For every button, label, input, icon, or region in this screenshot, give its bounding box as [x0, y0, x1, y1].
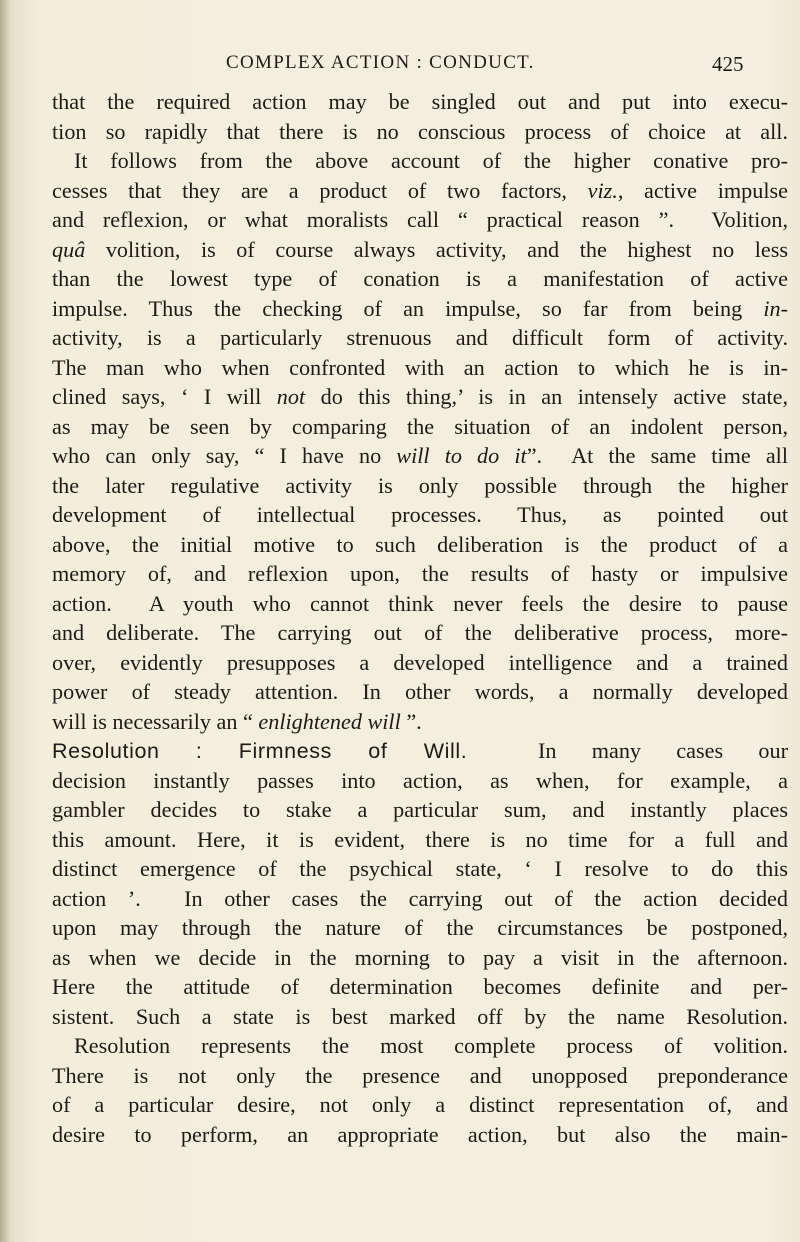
- text-line: upon may through the nature of the circumstances be postponed,: [52, 915, 788, 940]
- text-line: cesses that they are a product of two factors, viz., active impulse: [52, 177, 788, 203]
- running-head: [0, 52, 800, 82]
- italic-text: not: [276, 384, 306, 409]
- text-line: than the lowest type of conation is a manifestation of active: [52, 266, 788, 291]
- text-line: quâ volition, is of course always activity, and the highest no less: [52, 236, 788, 262]
- text-line: action ’. In other cases the carrying out of the action decided: [52, 885, 788, 911]
- text-line: the later regulative activity is only possible through the higher: [52, 472, 788, 498]
- section-heading: Resolution : Firmness of Will.: [52, 739, 468, 763]
- text-line: as may be seen by comparing the situation of an indolent person,: [52, 413, 788, 439]
- text-line: activity, is a particularly strenuous and difficult form of activity.: [52, 325, 788, 350]
- text-line: this amount. Here, it is evident, there is no time for a full and: [52, 826, 788, 852]
- text-line: over, evidently presupposes a developed intelligence and a trained: [52, 649, 788, 675]
- italic-text: viz.: [587, 177, 618, 203]
- text-line: power of steady attention. In other words, a normally developed: [52, 679, 788, 704]
- text-line: distinct emergence of the psychical state, ‘ I resolve to do this: [52, 856, 788, 881]
- text-line: impulse. Thus the checking of an impulse, so far from being in-: [52, 295, 788, 321]
- text-line: and deliberate. The carrying out of the deliberative process, more-: [52, 620, 788, 645]
- text-line: tion so rapidly that there is no conscious process of choice at all.: [52, 118, 788, 144]
- text-line: above, the initial motive to such deliberation is the product of a: [52, 531, 788, 557]
- page-number: 425: [712, 52, 744, 76]
- italic-text: will to do it: [396, 443, 527, 468]
- italic-text: quâ: [52, 236, 86, 262]
- text-line: It follows from the above account of the higher conative pro-: [74, 148, 788, 173]
- text-line: Resolution represents the most complete process of volition.: [74, 1033, 788, 1058]
- text-line: as when we decide in the morning to pay a visit in the afternoon.: [52, 944, 788, 970]
- text-line: There is not only the presence and unopposed preponderance: [52, 1062, 788, 1088]
- text-line: that the required action may be singled out and put into execu-: [52, 89, 788, 114]
- text-line: desire to perform, an appropriate action, but also the main-: [52, 1121, 788, 1147]
- text-line: development of intellectual processes. Thus, as pointed out: [52, 502, 788, 527]
- italic-text: in-: [763, 295, 788, 321]
- text-line: who can only say, “ I have no will to do it”. At the same time all: [52, 443, 788, 468]
- text-line: of a particular desire, not only a distinct representation of, and: [52, 1092, 788, 1117]
- gutter-shadow: [0, 0, 10, 1242]
- text-line: sistent. Such a state is best marked off by the name Resolution.: [52, 1003, 788, 1029]
- running-title: COMPLEX ACTION : CONDUCT.: [226, 52, 535, 73]
- text-line: The man who when confronted with an action to which he is in-: [52, 354, 788, 380]
- text-line: action. A youth who cannot think never feels the desire to pause: [52, 590, 788, 616]
- text-line: Here the attitude of determination becomes definite and per-: [52, 974, 788, 999]
- text-line: will is necessarily an “ enlightened will ”.: [52, 708, 422, 734]
- italic-text: enlightened will: [258, 708, 401, 734]
- text-line: gambler decides to stake a particular sum, and instantly places: [52, 797, 788, 822]
- body-text: [52, 87, 788, 1149]
- text-line: memory of, and reflexion upon, the results of hasty or impulsive: [52, 561, 788, 586]
- text-line: Resolution : Firmness of Will. In many cases our: [52, 738, 788, 763]
- text-line: and reflexion, or what moralists call “ practical reason ”. Volition,: [52, 207, 788, 232]
- text-line: clined says, ‘ I will not do this thing,’ is in an intensely active state,: [52, 384, 788, 409]
- text-line: decision instantly passes into action, as when, for example, a: [52, 767, 788, 793]
